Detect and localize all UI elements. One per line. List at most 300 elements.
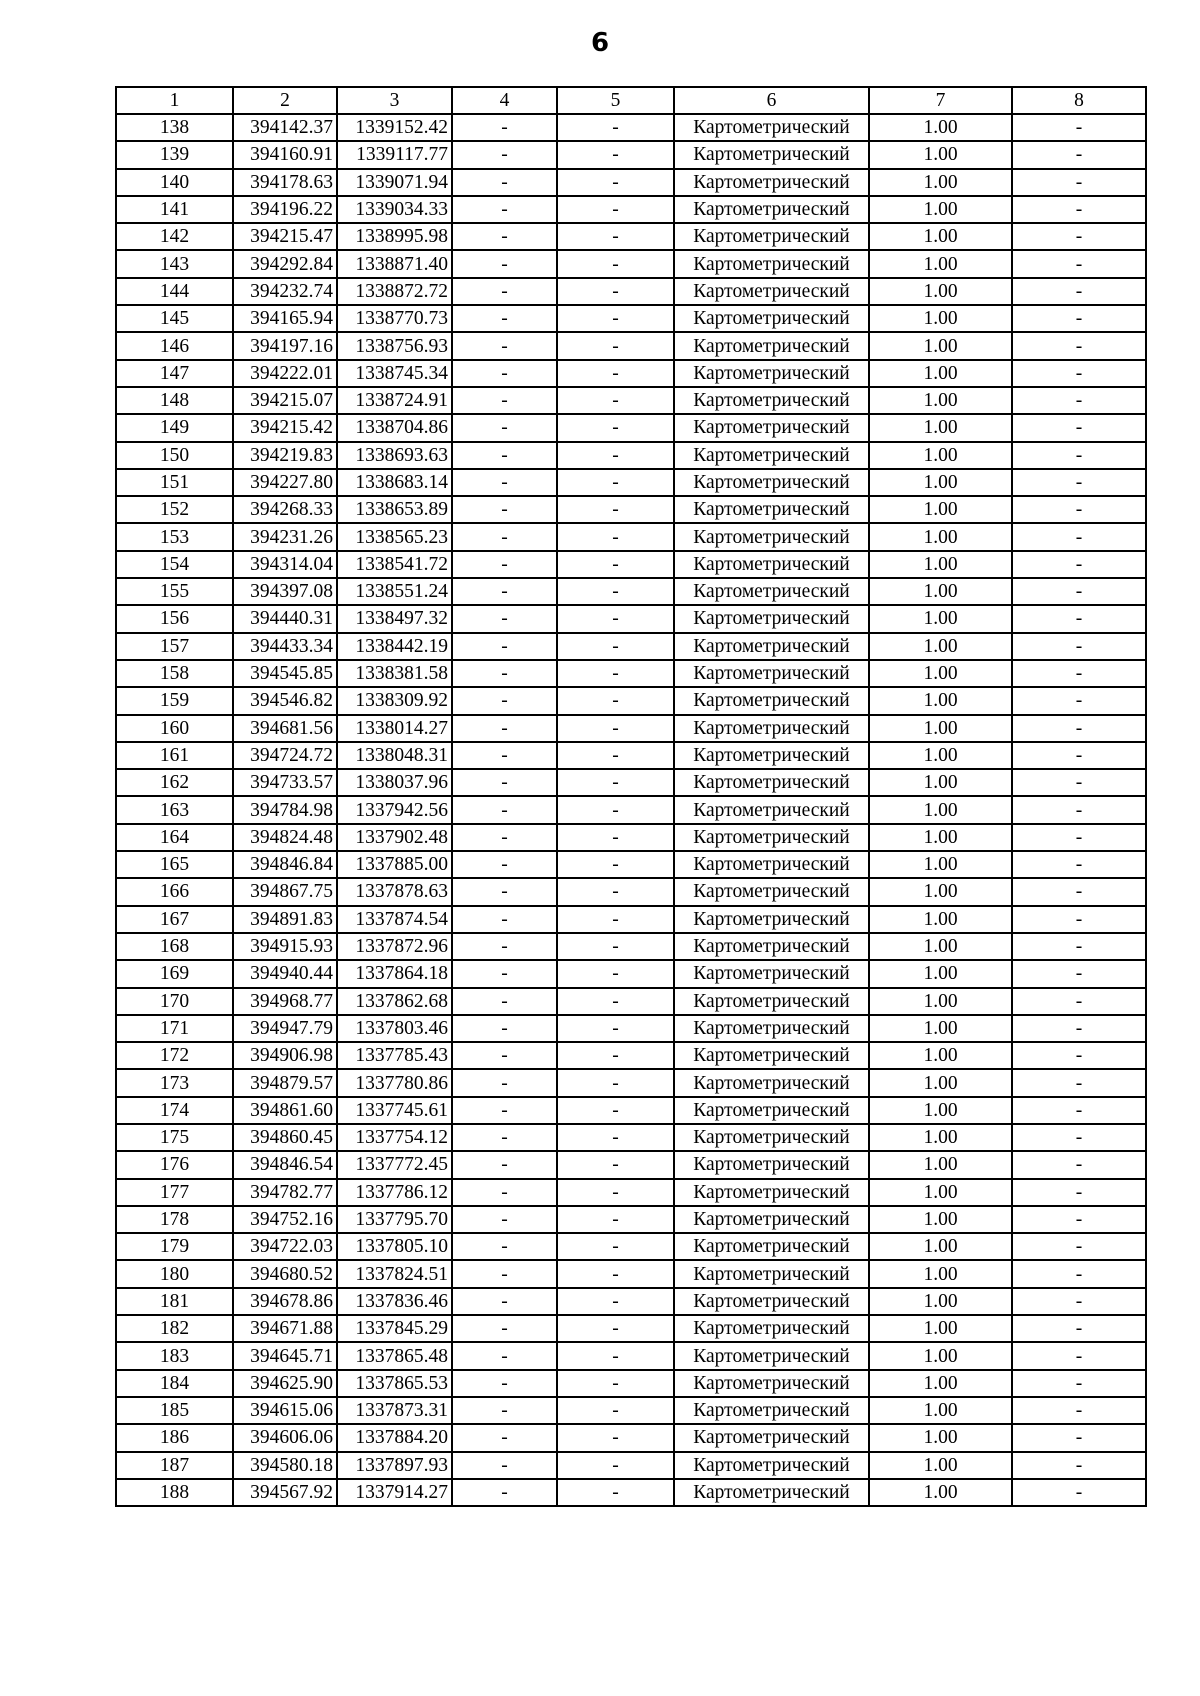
col8-cell: - [1012, 715, 1146, 742]
x-coordinate-cell: 394906.98 [233, 1042, 337, 1069]
method-cell: Картометрический [674, 660, 869, 687]
col5-cell: - [557, 1179, 674, 1206]
point-number-cell: 147 [116, 360, 233, 387]
point-number-cell: 182 [116, 1315, 233, 1342]
table-row [116, 1342, 1146, 1369]
y-coordinate-cell: 1337874.54 [337, 906, 452, 933]
accuracy-cell: 1.00 [869, 305, 1012, 332]
col5-cell: - [557, 114, 674, 141]
y-coordinate-cell: 1337795.70 [337, 1206, 452, 1233]
method-cell: Картометрический [674, 523, 869, 550]
col5-cell: - [557, 578, 674, 605]
point-number-cell: 183 [116, 1342, 233, 1369]
point-number-cell: 176 [116, 1151, 233, 1178]
col8-cell: - [1012, 1233, 1146, 1260]
point-number-cell: 179 [116, 1233, 233, 1260]
y-coordinate-cell: 1337803.46 [337, 1015, 452, 1042]
method-cell: Картометрический [674, 1069, 869, 1096]
col5-cell: - [557, 1397, 674, 1424]
col8-cell: - [1012, 1206, 1146, 1233]
accuracy-cell: 1.00 [869, 442, 1012, 469]
point-number-cell: 145 [116, 305, 233, 332]
point-number-cell: 165 [116, 851, 233, 878]
accuracy-cell: 1.00 [869, 1151, 1012, 1178]
point-number-cell: 172 [116, 1042, 233, 1069]
col4-cell: - [452, 1370, 557, 1397]
point-number-cell: 180 [116, 1260, 233, 1287]
x-coordinate-cell: 394615.06 [233, 1397, 337, 1424]
method-cell: Картометрический [674, 878, 869, 905]
col4-cell: - [452, 305, 557, 332]
x-coordinate-cell: 394940.44 [233, 960, 337, 987]
accuracy-cell: 1.00 [869, 387, 1012, 414]
y-coordinate-cell: 1337884.20 [337, 1424, 452, 1451]
point-number-cell: 184 [116, 1370, 233, 1397]
method-cell: Картометрический [674, 933, 869, 960]
accuracy-cell: 1.00 [869, 1315, 1012, 1342]
method-cell: Картометрический [674, 278, 869, 305]
col4-cell: - [452, 469, 557, 496]
y-coordinate-cell: 1337785.43 [337, 1042, 452, 1069]
point-number-cell: 139 [116, 141, 233, 168]
x-coordinate-cell: 394915.93 [233, 933, 337, 960]
point-number-cell: 187 [116, 1452, 233, 1479]
y-coordinate-cell: 1338745.34 [337, 360, 452, 387]
col4-cell: - [452, 605, 557, 632]
y-coordinate-cell: 1337872.96 [337, 933, 452, 960]
accuracy-cell: 1.00 [869, 360, 1012, 387]
point-number-cell: 161 [116, 742, 233, 769]
col4-cell: - [452, 851, 557, 878]
table-row [116, 1179, 1146, 1206]
y-coordinate-cell: 1338871.40 [337, 250, 452, 277]
method-cell: Картометрический [674, 551, 869, 578]
col8-cell: - [1012, 1397, 1146, 1424]
method-cell: Картометрический [674, 114, 869, 141]
col4-cell: - [452, 906, 557, 933]
table-row [116, 1151, 1146, 1178]
method-cell: Картометрический [674, 796, 869, 823]
point-number-cell: 160 [116, 715, 233, 742]
accuracy-cell: 1.00 [869, 578, 1012, 605]
column-header: 8 [1012, 87, 1146, 114]
y-coordinate-cell: 1339071.94 [337, 169, 452, 196]
method-cell: Картометрический [674, 1179, 869, 1206]
col4-cell: - [452, 1424, 557, 1451]
accuracy-cell: 1.00 [869, 1288, 1012, 1315]
x-coordinate-cell: 394178.63 [233, 169, 337, 196]
col4-cell: - [452, 1288, 557, 1315]
col8-cell: - [1012, 1315, 1146, 1342]
point-number-cell: 156 [116, 605, 233, 632]
col4-cell: - [452, 824, 557, 851]
y-coordinate-cell: 1338442.19 [337, 633, 452, 660]
table-row [116, 1452, 1146, 1479]
col8-cell: - [1012, 196, 1146, 223]
point-number-cell: 186 [116, 1424, 233, 1451]
col4-cell: - [452, 1206, 557, 1233]
y-coordinate-cell: 1338704.86 [337, 414, 452, 441]
y-coordinate-cell: 1337885.00 [337, 851, 452, 878]
col4-cell: - [452, 769, 557, 796]
y-coordinate-cell: 1337878.63 [337, 878, 452, 905]
col4-cell: - [452, 442, 557, 469]
x-coordinate-cell: 394165.94 [233, 305, 337, 332]
col8-cell: - [1012, 660, 1146, 687]
accuracy-cell: 1.00 [869, 906, 1012, 933]
col8-cell: - [1012, 933, 1146, 960]
col8-cell: - [1012, 906, 1146, 933]
col5-cell: - [557, 169, 674, 196]
point-number-cell: 177 [116, 1179, 233, 1206]
x-coordinate-cell: 394215.07 [233, 387, 337, 414]
col8-cell: - [1012, 878, 1146, 905]
accuracy-cell: 1.00 [869, 332, 1012, 359]
col4-cell: - [452, 960, 557, 987]
y-coordinate-cell: 1337745.61 [337, 1097, 452, 1124]
x-coordinate-cell: 394567.92 [233, 1479, 337, 1506]
accuracy-cell: 1.00 [869, 141, 1012, 168]
col5-cell: - [557, 633, 674, 660]
x-coordinate-cell: 394968.77 [233, 988, 337, 1015]
point-number-cell: 170 [116, 988, 233, 1015]
x-coordinate-cell: 394227.80 [233, 469, 337, 496]
col4-cell: - [452, 742, 557, 769]
col5-cell: - [557, 1479, 674, 1506]
x-coordinate-cell: 394824.48 [233, 824, 337, 851]
point-number-cell: 162 [116, 769, 233, 796]
col8-cell: - [1012, 332, 1146, 359]
y-coordinate-cell: 1338770.73 [337, 305, 452, 332]
method-cell: Картометрический [674, 687, 869, 714]
y-coordinate-cell: 1338683.14 [337, 469, 452, 496]
x-coordinate-cell: 394160.91 [233, 141, 337, 168]
col8-cell: - [1012, 1479, 1146, 1506]
table-row [116, 1397, 1146, 1424]
y-coordinate-cell: 1337824.51 [337, 1260, 452, 1287]
column-header: 3 [337, 87, 452, 114]
table-row [116, 1069, 1146, 1096]
accuracy-cell: 1.00 [869, 1260, 1012, 1287]
col4-cell: - [452, 141, 557, 168]
y-coordinate-cell: 1338381.58 [337, 660, 452, 687]
y-coordinate-cell: 1337897.93 [337, 1452, 452, 1479]
method-cell: Картометрический [674, 469, 869, 496]
method-cell: Картометрический [674, 1452, 869, 1479]
point-number-cell: 164 [116, 824, 233, 851]
x-coordinate-cell: 394546.82 [233, 687, 337, 714]
col5-cell: - [557, 715, 674, 742]
col5-cell: - [557, 250, 674, 277]
col8-cell: - [1012, 442, 1146, 469]
method-cell: Картометрический [674, 496, 869, 523]
method-cell: Картометрический [674, 906, 869, 933]
point-number-cell: 185 [116, 1397, 233, 1424]
point-number-cell: 148 [116, 387, 233, 414]
y-coordinate-cell: 1338014.27 [337, 715, 452, 742]
table-row [116, 414, 1146, 441]
table-row [116, 442, 1146, 469]
col8-cell: - [1012, 960, 1146, 987]
y-coordinate-cell: 1337914.27 [337, 1479, 452, 1506]
col8-cell: - [1012, 387, 1146, 414]
x-coordinate-cell: 394947.79 [233, 1015, 337, 1042]
method-cell: Картометрический [674, 715, 869, 742]
point-number-cell: 138 [116, 114, 233, 141]
table-row [116, 1206, 1146, 1233]
col8-cell: - [1012, 523, 1146, 550]
table-row [116, 578, 1146, 605]
page-number: 6 [590, 28, 610, 58]
method-cell: Картометрический [674, 1151, 869, 1178]
x-coordinate-cell: 394645.71 [233, 1342, 337, 1369]
x-coordinate-cell: 394606.06 [233, 1424, 337, 1451]
col8-cell: - [1012, 1452, 1146, 1479]
col4-cell: - [452, 1260, 557, 1287]
method-cell: Картометрический [674, 1042, 869, 1069]
col5-cell: - [557, 605, 674, 632]
x-coordinate-cell: 394142.37 [233, 114, 337, 141]
column-header: 6 [674, 87, 869, 114]
col4-cell: - [452, 360, 557, 387]
col5-cell: - [557, 551, 674, 578]
col8-cell: - [1012, 687, 1146, 714]
y-coordinate-cell: 1337864.18 [337, 960, 452, 987]
y-coordinate-cell: 1337836.46 [337, 1288, 452, 1315]
x-coordinate-cell: 394268.33 [233, 496, 337, 523]
table-row [116, 469, 1146, 496]
accuracy-cell: 1.00 [869, 196, 1012, 223]
method-cell: Картометрический [674, 742, 869, 769]
y-coordinate-cell: 1337772.45 [337, 1151, 452, 1178]
x-coordinate-cell: 394215.42 [233, 414, 337, 441]
col5-cell: - [557, 796, 674, 823]
y-coordinate-cell: 1337865.53 [337, 1370, 452, 1397]
table-row [116, 1042, 1146, 1069]
col5-cell: - [557, 141, 674, 168]
col5-cell: - [557, 1342, 674, 1369]
y-coordinate-cell: 1338693.63 [337, 442, 452, 469]
y-coordinate-cell: 1337845.29 [337, 1315, 452, 1342]
table-row [116, 1097, 1146, 1124]
y-coordinate-cell: 1337786.12 [337, 1179, 452, 1206]
col4-cell: - [452, 1179, 557, 1206]
y-coordinate-cell: 1338653.89 [337, 496, 452, 523]
accuracy-cell: 1.00 [869, 605, 1012, 632]
col5-cell: - [557, 523, 674, 550]
col4-cell: - [452, 169, 557, 196]
table-row [116, 141, 1146, 168]
col4-cell: - [452, 1452, 557, 1479]
col4-cell: - [452, 933, 557, 960]
table-row [116, 878, 1146, 905]
x-coordinate-cell: 394215.47 [233, 223, 337, 250]
col8-cell: - [1012, 141, 1146, 168]
col8-cell: - [1012, 1342, 1146, 1369]
y-coordinate-cell: 1339034.33 [337, 196, 452, 223]
accuracy-cell: 1.00 [869, 988, 1012, 1015]
point-number-cell: 169 [116, 960, 233, 987]
col4-cell: - [452, 660, 557, 687]
column-header: 7 [869, 87, 1012, 114]
point-number-cell: 144 [116, 278, 233, 305]
x-coordinate-cell: 394292.84 [233, 250, 337, 277]
col8-cell: - [1012, 496, 1146, 523]
col8-cell: - [1012, 851, 1146, 878]
accuracy-cell: 1.00 [869, 1424, 1012, 1451]
y-coordinate-cell: 1338872.72 [337, 278, 452, 305]
table-row [116, 988, 1146, 1015]
x-coordinate-cell: 394671.88 [233, 1315, 337, 1342]
accuracy-cell: 1.00 [869, 414, 1012, 441]
point-number-cell: 157 [116, 633, 233, 660]
col5-cell: - [557, 414, 674, 441]
accuracy-cell: 1.00 [869, 824, 1012, 851]
col5-cell: - [557, 824, 674, 851]
point-number-cell: 150 [116, 442, 233, 469]
col5-cell: - [557, 1315, 674, 1342]
point-number-cell: 167 [116, 906, 233, 933]
method-cell: Картометрический [674, 1124, 869, 1151]
col5-cell: - [557, 769, 674, 796]
col4-cell: - [452, 715, 557, 742]
method-cell: Картометрический [674, 332, 869, 359]
point-number-cell: 152 [116, 496, 233, 523]
col5-cell: - [557, 442, 674, 469]
accuracy-cell: 1.00 [869, 469, 1012, 496]
y-coordinate-cell: 1337805.10 [337, 1233, 452, 1260]
col4-cell: - [452, 114, 557, 141]
col5-cell: - [557, 988, 674, 1015]
col4-cell: - [452, 250, 557, 277]
table-row [116, 196, 1146, 223]
method-cell: Картометрический [674, 1370, 869, 1397]
col8-cell: - [1012, 223, 1146, 250]
col5-cell: - [557, 742, 674, 769]
x-coordinate-cell: 394222.01 [233, 360, 337, 387]
col4-cell: - [452, 1069, 557, 1096]
table-row [116, 742, 1146, 769]
col8-cell: - [1012, 360, 1146, 387]
col5-cell: - [557, 1424, 674, 1451]
point-number-cell: 146 [116, 332, 233, 359]
point-number-cell: 151 [116, 469, 233, 496]
x-coordinate-cell: 394545.85 [233, 660, 337, 687]
method-cell: Картометрический [674, 960, 869, 987]
x-coordinate-cell: 394879.57 [233, 1069, 337, 1096]
x-coordinate-cell: 394782.77 [233, 1179, 337, 1206]
col4-cell: - [452, 496, 557, 523]
col8-cell: - [1012, 278, 1146, 305]
method-cell: Картометрический [674, 1015, 869, 1042]
x-coordinate-cell: 394433.34 [233, 633, 337, 660]
col4-cell: - [452, 1342, 557, 1369]
col5-cell: - [557, 1042, 674, 1069]
accuracy-cell: 1.00 [869, 715, 1012, 742]
x-coordinate-cell: 394733.57 [233, 769, 337, 796]
col4-cell: - [452, 387, 557, 414]
x-coordinate-cell: 394678.86 [233, 1288, 337, 1315]
point-number-cell: 175 [116, 1124, 233, 1151]
method-cell: Картометрический [674, 769, 869, 796]
point-number-cell: 143 [116, 250, 233, 277]
accuracy-cell: 1.00 [869, 1124, 1012, 1151]
table-row [116, 1260, 1146, 1287]
method-cell: Картометрический [674, 988, 869, 1015]
x-coordinate-cell: 394846.54 [233, 1151, 337, 1178]
point-number-cell: 168 [116, 933, 233, 960]
col8-cell: - [1012, 742, 1146, 769]
x-coordinate-cell: 394232.74 [233, 278, 337, 305]
col5-cell: - [557, 278, 674, 305]
accuracy-cell: 1.00 [869, 1206, 1012, 1233]
table-row [116, 1124, 1146, 1151]
x-coordinate-cell: 394846.84 [233, 851, 337, 878]
table-row [116, 523, 1146, 550]
col5-cell: - [557, 1097, 674, 1124]
accuracy-cell: 1.00 [869, 223, 1012, 250]
x-coordinate-cell: 394440.31 [233, 605, 337, 632]
y-coordinate-cell: 1337754.12 [337, 1124, 452, 1151]
method-cell: Картометрический [674, 1097, 869, 1124]
col4-cell: - [452, 1233, 557, 1260]
table-row [116, 906, 1146, 933]
col8-cell: - [1012, 633, 1146, 660]
table-row [116, 633, 1146, 660]
method-cell: Картометрический [674, 1288, 869, 1315]
col4-cell: - [452, 633, 557, 660]
x-coordinate-cell: 394197.16 [233, 332, 337, 359]
table-row [116, 1288, 1146, 1315]
col8-cell: - [1012, 1288, 1146, 1315]
accuracy-cell: 1.00 [869, 742, 1012, 769]
col5-cell: - [557, 851, 674, 878]
method-cell: Картометрический [674, 605, 869, 632]
y-coordinate-cell: 1338551.24 [337, 578, 452, 605]
col4-cell: - [452, 578, 557, 605]
col5-cell: - [557, 387, 674, 414]
col8-cell: - [1012, 250, 1146, 277]
y-coordinate-cell: 1337862.68 [337, 988, 452, 1015]
table-body [116, 87, 1146, 1506]
col5-cell: - [557, 1151, 674, 1178]
method-cell: Картометрический [674, 1315, 869, 1342]
col4-cell: - [452, 1479, 557, 1506]
accuracy-cell: 1.00 [869, 769, 1012, 796]
accuracy-cell: 1.00 [869, 660, 1012, 687]
accuracy-cell: 1.00 [869, 1342, 1012, 1369]
accuracy-cell: 1.00 [869, 851, 1012, 878]
method-cell: Картометрический [674, 1397, 869, 1424]
col8-cell: - [1012, 796, 1146, 823]
method-cell: Картометрический [674, 1260, 869, 1287]
col4-cell: - [452, 687, 557, 714]
y-coordinate-cell: 1337873.31 [337, 1397, 452, 1424]
accuracy-cell: 1.00 [869, 250, 1012, 277]
accuracy-cell: 1.00 [869, 523, 1012, 550]
x-coordinate-cell: 394231.26 [233, 523, 337, 550]
col5-cell: - [557, 1069, 674, 1096]
col8-cell: - [1012, 114, 1146, 141]
point-number-cell: 178 [116, 1206, 233, 1233]
col4-cell: - [452, 988, 557, 1015]
method-cell: Картометрический [674, 305, 869, 332]
x-coordinate-cell: 394196.22 [233, 196, 337, 223]
col5-cell: - [557, 1233, 674, 1260]
table-row [116, 223, 1146, 250]
table-row [116, 169, 1146, 196]
column-header: 5 [557, 87, 674, 114]
